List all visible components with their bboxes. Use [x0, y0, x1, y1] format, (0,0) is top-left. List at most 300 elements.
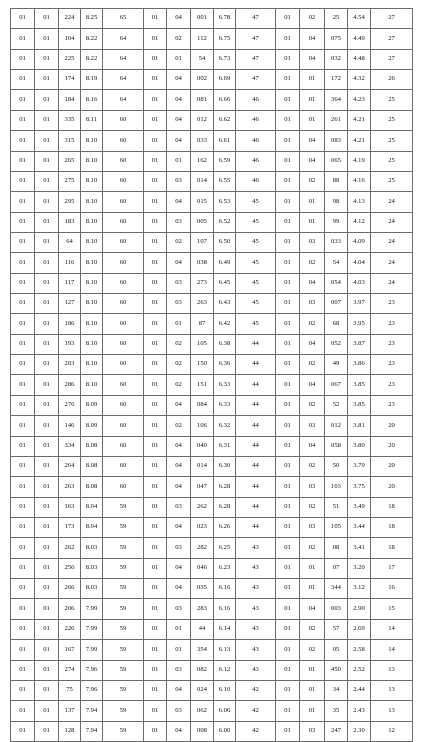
- table-cell: 46: [236, 151, 276, 171]
- table-cell: 225: [59, 49, 81, 69]
- table-cell: 52: [325, 395, 348, 415]
- table-cell: 01: [144, 355, 167, 375]
- table-cell: 01: [144, 497, 167, 517]
- table-cell: 01: [35, 9, 59, 29]
- table-cell: 01: [11, 192, 35, 212]
- table-cell: 15: [371, 599, 413, 619]
- table-cell: 6.23: [214, 558, 236, 578]
- table-cell: 42: [236, 721, 276, 741]
- table-cell: 14: [371, 640, 413, 660]
- table-cell: 3.87: [348, 334, 371, 354]
- table-cell: 005: [191, 212, 214, 232]
- table-cell: 256: [59, 558, 81, 578]
- table-cell: 01: [276, 9, 300, 29]
- table-cell: 01: [144, 29, 167, 49]
- table-cell: 44: [236, 477, 276, 497]
- table-cell: 01: [144, 579, 167, 599]
- table-cell: 60: [103, 294, 144, 314]
- table-cell: 60: [103, 273, 144, 293]
- table-cell: 25: [371, 151, 413, 171]
- table-cell: 273: [191, 273, 214, 293]
- table-cell: 2.44: [348, 680, 371, 700]
- table-cell: 173: [59, 517, 81, 537]
- table-cell: 8.10: [81, 355, 103, 375]
- table-cell: 59: [103, 721, 144, 741]
- table-cell: 08: [325, 538, 348, 558]
- table-cell: 8.10: [81, 192, 103, 212]
- table-cell: 01: [276, 579, 300, 599]
- table-cell: 01: [167, 640, 191, 660]
- table-cell: 04: [300, 334, 325, 354]
- table-cell: 7.94: [81, 721, 103, 741]
- table-row: [11, 49, 413, 69]
- table-cell: 6.52: [214, 212, 236, 232]
- table-row: [11, 9, 413, 29]
- table-cell: 01: [35, 29, 59, 49]
- table-cell: 23: [371, 334, 413, 354]
- table-cell: 04: [167, 579, 191, 599]
- table-cell: 247: [325, 721, 348, 741]
- table-cell: 68: [325, 314, 348, 334]
- table-cell: 8.10: [81, 151, 103, 171]
- table-cell: 062: [191, 701, 214, 721]
- table-cell: 014: [191, 456, 214, 476]
- table-row: [11, 29, 413, 49]
- table-cell: 01: [300, 701, 325, 721]
- table-cell: 04: [300, 49, 325, 69]
- table-cell: 263: [191, 294, 214, 314]
- table-cell: 8.10: [81, 273, 103, 293]
- table-cell: 033: [191, 131, 214, 151]
- table-cell: 01: [11, 232, 35, 252]
- table-cell: 3.44: [348, 517, 371, 537]
- table-cell: 44: [236, 395, 276, 415]
- table-cell: 03: [167, 660, 191, 680]
- table-row: [11, 416, 413, 436]
- table-cell: 04: [167, 110, 191, 130]
- table-cell: 6.66: [214, 90, 236, 110]
- table-cell: 59: [103, 660, 144, 680]
- table-cell: 01: [144, 131, 167, 151]
- table-cell: 6.30: [214, 456, 236, 476]
- table-cell: 01: [276, 436, 300, 456]
- table-cell: 265: [59, 151, 81, 171]
- table-cell: 033: [325, 232, 348, 252]
- table-cell: 60: [103, 375, 144, 395]
- table-cell: 6.28: [214, 497, 236, 517]
- table-row: [11, 253, 413, 273]
- table-row: [11, 131, 413, 151]
- table-cell: 57: [325, 619, 348, 639]
- table-cell: 01: [144, 517, 167, 537]
- table-cell: 6.69: [214, 70, 236, 90]
- table-cell: 59: [103, 599, 144, 619]
- table-cell: 60: [103, 253, 144, 273]
- table-cell: 03: [167, 294, 191, 314]
- table-cell: 23: [371, 355, 413, 375]
- table-cell: 60: [103, 477, 144, 497]
- table-cell: 067: [325, 375, 348, 395]
- table-cell: 01: [276, 599, 300, 619]
- table-cell: 01: [35, 294, 59, 314]
- table-cell: 6.31: [214, 436, 236, 456]
- table-cell: 44: [236, 456, 276, 476]
- table-cell: 01: [144, 680, 167, 700]
- table-cell: 20: [371, 456, 413, 476]
- table-cell: 035: [191, 579, 214, 599]
- table-cell: 42: [236, 701, 276, 721]
- table-cell: 23: [371, 395, 413, 415]
- table-cell: 3.85: [348, 375, 371, 395]
- table-cell: 4.54: [348, 9, 371, 29]
- table-cell: 24: [371, 192, 413, 212]
- table-row: [11, 619, 413, 639]
- table-cell: 354: [191, 640, 214, 660]
- table-cell: 01: [11, 456, 35, 476]
- table-cell: 8.10: [81, 171, 103, 191]
- table-cell: 282: [191, 538, 214, 558]
- table-cell: 167: [59, 640, 81, 660]
- table-cell: 01: [35, 232, 59, 252]
- table-cell: 6.59: [214, 151, 236, 171]
- table-cell: 8.22: [81, 29, 103, 49]
- table-cell: 01: [11, 660, 35, 680]
- table-cell: 01: [144, 9, 167, 29]
- table-cell: 203: [59, 355, 81, 375]
- table-cell: 04: [300, 131, 325, 151]
- table-cell: 023: [191, 517, 214, 537]
- table-cell: 01: [144, 49, 167, 69]
- table-cell: 03: [167, 538, 191, 558]
- table-cell: 02: [167, 416, 191, 436]
- table-cell: 01: [11, 253, 35, 273]
- table-cell: 01: [167, 619, 191, 639]
- table-cell: 01: [276, 660, 300, 680]
- table-cell: 02: [300, 314, 325, 334]
- table-cell: 01: [11, 110, 35, 130]
- table-cell: 02: [300, 171, 325, 191]
- table-cell: 64: [59, 232, 81, 252]
- table-cell: 01: [300, 680, 325, 700]
- table-cell: 27: [371, 49, 413, 69]
- table-cell: 012: [325, 416, 348, 436]
- table-cell: 17: [371, 558, 413, 578]
- table-cell: 266: [59, 579, 81, 599]
- table-cell: 8.10: [81, 232, 103, 252]
- table-cell: 8.10: [81, 375, 103, 395]
- table-cell: 45: [236, 294, 276, 314]
- table-cell: 60: [103, 131, 144, 151]
- table-cell: 6.61: [214, 131, 236, 151]
- table-cell: 01: [35, 49, 59, 69]
- table-cell: 60: [103, 456, 144, 476]
- table-cell: 008: [191, 721, 214, 741]
- table-cell: 8.08: [81, 456, 103, 476]
- table-cell: 002: [191, 70, 214, 90]
- table-row: [11, 151, 413, 171]
- table-cell: 07: [325, 558, 348, 578]
- table-cell: 02: [167, 355, 191, 375]
- table-cell: 04: [300, 29, 325, 49]
- table-cell: 7.96: [81, 680, 103, 700]
- table-cell: 6.55: [214, 171, 236, 191]
- table-cell: 44: [236, 334, 276, 354]
- table-cell: 4.19: [348, 151, 371, 171]
- table-cell: 45: [236, 212, 276, 232]
- table-cell: 01: [11, 355, 35, 375]
- table-cell: 315: [59, 131, 81, 151]
- table-cell: 4.04: [348, 253, 371, 273]
- table-cell: 01: [300, 558, 325, 578]
- table-cell: 01: [276, 456, 300, 476]
- table-cell: 01: [11, 334, 35, 354]
- table-cell: 44: [236, 375, 276, 395]
- table-cell: 46: [236, 110, 276, 130]
- table-cell: 01: [276, 294, 300, 314]
- table-cell: 01: [144, 640, 167, 660]
- table-row: [11, 334, 413, 354]
- table-cell: 107: [191, 232, 214, 252]
- table-cell: 01: [35, 70, 59, 90]
- table-cell: 3.75: [348, 477, 371, 497]
- table-cell: 01: [35, 599, 59, 619]
- table-cell: 01: [276, 192, 300, 212]
- table-cell: 60: [103, 355, 144, 375]
- table-cell: 4.49: [348, 29, 371, 49]
- table-cell: 60: [103, 212, 144, 232]
- table-cell: 16: [371, 579, 413, 599]
- table-cell: 99: [325, 212, 348, 232]
- table-cell: 01: [35, 701, 59, 721]
- table-cell: 01: [11, 151, 35, 171]
- table-cell: 6.53: [214, 192, 236, 212]
- table-row: [11, 497, 413, 517]
- table-cell: 6.50: [214, 232, 236, 252]
- table-cell: 43: [236, 599, 276, 619]
- table-cell: 60: [103, 171, 144, 191]
- table-cell: 49: [325, 355, 348, 375]
- table-cell: 4.03: [348, 273, 371, 293]
- table-cell: 04: [300, 375, 325, 395]
- table-cell: 8.19: [81, 70, 103, 90]
- table-cell: 01: [144, 721, 167, 741]
- table-cell: 01: [35, 131, 59, 151]
- table-cell: 01: [144, 192, 167, 212]
- table-cell: 038: [191, 253, 214, 273]
- table-cell: 01: [11, 90, 35, 110]
- table-cell: 01: [35, 212, 59, 232]
- table-cell: 117: [59, 273, 81, 293]
- table-cell: 6.00: [214, 721, 236, 741]
- table-cell: 01: [276, 640, 300, 660]
- table-cell: 01: [35, 375, 59, 395]
- table-cell: 43: [236, 660, 276, 680]
- table-cell: 3.86: [348, 355, 371, 375]
- table-cell: 59: [103, 680, 144, 700]
- table-cell: 24: [371, 232, 413, 252]
- table-cell: 2.69: [348, 619, 371, 639]
- table-cell: 01: [276, 619, 300, 639]
- table-cell: 6.12: [214, 660, 236, 680]
- table-cell: 23: [371, 375, 413, 395]
- table-cell: 01: [276, 273, 300, 293]
- table-row: [11, 456, 413, 476]
- table-cell: 224: [59, 9, 81, 29]
- table-cell: 25: [371, 110, 413, 130]
- table-cell: 88: [325, 171, 348, 191]
- table-cell: 01: [276, 477, 300, 497]
- table-cell: 01: [11, 477, 35, 497]
- table-cell: 082: [191, 660, 214, 680]
- table-cell: 01: [276, 70, 300, 90]
- table-cell: 01: [35, 456, 59, 476]
- table-cell: 64: [103, 90, 144, 110]
- table-cell: 163: [59, 497, 81, 517]
- table-cell: 01: [276, 517, 300, 537]
- table-cell: 127: [59, 294, 81, 314]
- table-cell: 01: [276, 334, 300, 354]
- table-cell: 05: [325, 640, 348, 660]
- table-cell: 44: [236, 436, 276, 456]
- table-cell: 186: [59, 314, 81, 334]
- table-cell: 04: [167, 253, 191, 273]
- table-cell: 54: [191, 49, 214, 69]
- table-row: [11, 680, 413, 700]
- table-cell: 50: [325, 456, 348, 476]
- table-cell: 01: [35, 619, 59, 639]
- table-cell: 4.23: [348, 90, 371, 110]
- table-cell: 01: [144, 90, 167, 110]
- table-cell: 6.26: [214, 517, 236, 537]
- table-cell: 44: [191, 619, 214, 639]
- table-row: [11, 538, 413, 558]
- table-cell: 44: [236, 497, 276, 517]
- table-cell: 01: [276, 29, 300, 49]
- table-cell: 01: [167, 49, 191, 69]
- table-cell: 01: [276, 110, 300, 130]
- table-cell: 8.11: [81, 110, 103, 130]
- table-cell: 6.49: [214, 253, 236, 273]
- table-cell: 6.10: [214, 680, 236, 700]
- table-cell: 60: [103, 395, 144, 415]
- table-cell: 7.99: [81, 619, 103, 639]
- table-cell: 01: [35, 192, 59, 212]
- table-cell: 4.48: [348, 49, 371, 69]
- table-cell: 60: [103, 110, 144, 130]
- table-cell: 02: [300, 497, 325, 517]
- table-cell: 01: [35, 355, 59, 375]
- table-cell: 4.16: [348, 171, 371, 191]
- table-cell: 01: [11, 314, 35, 334]
- table-cell: 01: [11, 29, 35, 49]
- table-cell: 18: [371, 538, 413, 558]
- table-cell: 44: [236, 355, 276, 375]
- table-cell: 01: [276, 497, 300, 517]
- table-cell: 01: [144, 151, 167, 171]
- table-cell: 04: [167, 9, 191, 29]
- table-cell: 12: [371, 721, 413, 741]
- table-cell: 43: [236, 558, 276, 578]
- table-cell: 01: [144, 701, 167, 721]
- table-cell: 01: [144, 416, 167, 436]
- table-cell: 8.10: [81, 131, 103, 151]
- table-cell: 01: [11, 375, 35, 395]
- table-cell: 335: [59, 110, 81, 130]
- table-cell: 01: [11, 436, 35, 456]
- table-cell: 35: [325, 701, 348, 721]
- table-cell: 01: [11, 538, 35, 558]
- table-cell: 01: [35, 395, 59, 415]
- table-cell: 2.58: [348, 640, 371, 660]
- table-cell: 45: [236, 192, 276, 212]
- table-cell: 065: [325, 151, 348, 171]
- table-cell: 44: [236, 416, 276, 436]
- table-row: [11, 701, 413, 721]
- table-cell: 01: [11, 9, 35, 29]
- table-cell: 8.04: [81, 517, 103, 537]
- table-row: [11, 110, 413, 130]
- table-cell: 01: [276, 253, 300, 273]
- table-cell: 01: [35, 334, 59, 354]
- table-cell: 02: [300, 640, 325, 660]
- table-cell: 60: [103, 436, 144, 456]
- table-cell: 03: [300, 294, 325, 314]
- table-cell: 01: [11, 517, 35, 537]
- table-cell: 75: [59, 680, 81, 700]
- table-cell: 8.09: [81, 395, 103, 415]
- table-cell: 295: [59, 192, 81, 212]
- table-cell: 01: [276, 538, 300, 558]
- table-cell: 6.33: [214, 375, 236, 395]
- table-cell: 01: [11, 49, 35, 69]
- table-row: [11, 192, 413, 212]
- table-cell: 286: [59, 375, 81, 395]
- table-cell: 4.21: [348, 131, 371, 151]
- table-cell: 43: [236, 640, 276, 660]
- table-cell: 7.99: [81, 599, 103, 619]
- table-cell: 146: [59, 416, 81, 436]
- table-cell: 46: [236, 171, 276, 191]
- table-row: [11, 477, 413, 497]
- table-cell: 14: [371, 619, 413, 639]
- table-cell: 01: [11, 273, 35, 293]
- table-cell: 2.52: [348, 660, 371, 680]
- table-cell: 01: [144, 395, 167, 415]
- table-cell: 01: [144, 375, 167, 395]
- table-cell: 02: [167, 29, 191, 49]
- table-cell: 183: [59, 212, 81, 232]
- table-cell: 20: [371, 416, 413, 436]
- table-cell: 01: [11, 131, 35, 151]
- table-cell: 01: [276, 90, 300, 110]
- table-cell: 137: [59, 701, 81, 721]
- table-cell: 45: [236, 273, 276, 293]
- table-cell: 01: [35, 680, 59, 700]
- table-cell: 47: [236, 29, 276, 49]
- table-cell: 01: [144, 253, 167, 273]
- table-cell: 60: [103, 151, 144, 171]
- table-cell: 6.75: [214, 29, 236, 49]
- table-row: [11, 294, 413, 314]
- table-cell: 01: [276, 395, 300, 415]
- table-cell: 03: [300, 416, 325, 436]
- table-cell: 01: [35, 110, 59, 130]
- table-cell: 01: [300, 110, 325, 130]
- table-cell: 59: [103, 640, 144, 660]
- table-cell: 59: [103, 538, 144, 558]
- table-cell: 02: [300, 9, 325, 29]
- table-cell: 04: [300, 436, 325, 456]
